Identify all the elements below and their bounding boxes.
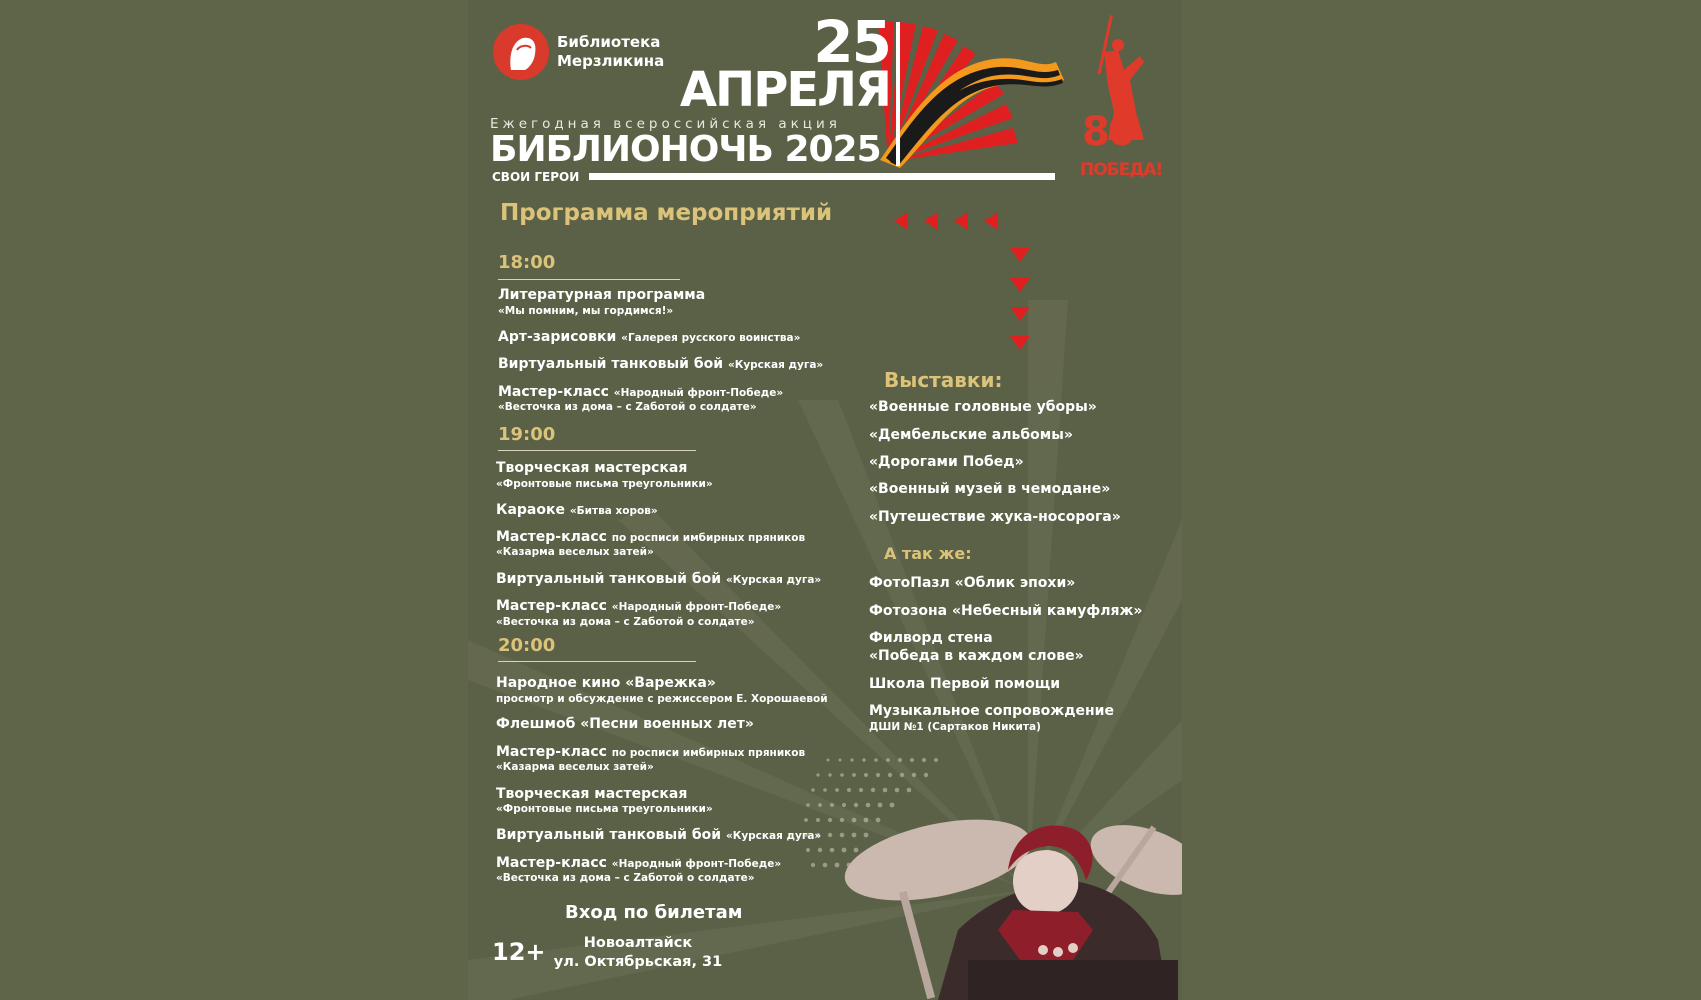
program-item: Виртуальный танковый бой «Курская дуга» — [496, 571, 822, 587]
program-item-sub: просмотр и обсуждение с режиссером Е. Хорошаевой — [496, 693, 828, 705]
program-item: Мастер-класс «Народный фронт-Победе» — [496, 855, 782, 871]
program-item: Мастер-класс «Народный фронт-Победе» — [496, 598, 782, 614]
date-month: АПРЕЛЯ — [679, 62, 890, 118]
exhibition-item: «Военные головные уборы» — [869, 399, 1097, 415]
event-poster — [468, 0, 1182, 1000]
library-logo — [493, 24, 549, 80]
program-item-sub: «Фронтовые письма треугольники» — [496, 803, 713, 815]
also-item-line2: «Победа в каждом слове» — [869, 648, 1084, 664]
program-item: Творческая мастерская — [496, 460, 688, 476]
arrow-triangles-horizontal — [894, 212, 998, 230]
address: ул. Октябрьская, 31 — [553, 954, 723, 970]
program-item: Творческая мастерская — [496, 786, 688, 802]
program-item: Литературная программа — [498, 287, 706, 303]
city: Новоалтайск — [583, 935, 693, 951]
program-item: Караоке «Битва хоров» — [496, 502, 658, 518]
time-divider — [498, 661, 696, 662]
also-item: Фотозона «Небесный камуфляж» — [869, 603, 1143, 619]
also-item: Музыкальное сопровождение — [869, 703, 1114, 719]
library-name-line2: Мерзликина — [557, 52, 665, 70]
also-title: А так же: — [884, 544, 972, 563]
also-item: ФотоПазл «Облик эпохи» — [869, 575, 1076, 591]
date-day: 25 — [813, 8, 890, 76]
program-item: Арт-зарисовки «Галерея русского воинства» — [498, 329, 801, 345]
program-item: Мастер-класс «Народный фронт-Победе» — [498, 384, 784, 400]
event-tagline: Ежегодная всероссийская акция — [490, 116, 841, 132]
program-item: Народное кино «Варежка» — [496, 675, 716, 691]
program-title: Программа мероприятий — [500, 200, 833, 226]
exhibition-item: «Дорогами Побед» — [869, 454, 1024, 470]
arrow-triangles-vertical — [1010, 248, 1030, 350]
emblem-word: ПОБЕДА! — [1080, 160, 1163, 180]
program-item-sub: «Весточка из дома – с Zаботой о солдате» — [496, 616, 755, 628]
program-item-sub: «Казарма веселых затей» — [496, 546, 654, 558]
program-item: Мастер-класс по росписи имбирных пряников — [496, 529, 806, 545]
program-item: Мастер-класс по росписи имбирных пряников — [496, 744, 806, 760]
entry-info: Вход по билетам — [565, 902, 743, 923]
vertical-divider — [896, 22, 900, 166]
also-item: Филворд стена — [869, 630, 993, 646]
time-heading-2000: 20:00 — [498, 635, 556, 656]
event-name: БИБЛИОНОЧЬ 2025 — [490, 129, 881, 170]
exhibition-item: «Военный музей в чемодане» — [869, 481, 1111, 497]
program-item-sub: «Весточка из дома – с Zаботой о солдате» — [496, 872, 755, 884]
also-item-sub: ДШИ №1 (Сартаков Никита) — [869, 721, 1041, 733]
portrait-icon — [493, 24, 549, 80]
time-divider — [498, 450, 696, 451]
program-item-sub: «Казарма веселых затей» — [496, 761, 654, 773]
program-item-sub: «Весточка из дома – с Zаботой о солдате» — [498, 401, 757, 413]
st-george-ribbon — [880, 58, 1064, 168]
time-heading-1800: 18:00 — [498, 252, 556, 273]
program-item: Виртуальный танковый бой «Курская дуга» — [496, 827, 822, 843]
exhibition-item: «Дембельские альбомы» — [869, 427, 1073, 443]
time-heading-1900: 19:00 — [498, 424, 556, 445]
program-item-sub: «Фронтовые письма треугольники» — [496, 478, 713, 490]
age-rating: 12+ — [492, 938, 546, 966]
exhibition-item: «Путешествие жука-носорога» — [869, 509, 1121, 525]
program-item-sub: «Мы помним, мы гордимся!» — [498, 305, 674, 317]
emblem-number: 80 — [1082, 109, 1134, 155]
time-divider — [498, 279, 680, 280]
exhibitions-title: Выставки: — [884, 368, 1003, 392]
also-item: Школа Первой помощи — [869, 676, 1061, 692]
program-item: Виртуальный танковый бой «Курская дуга» — [498, 356, 824, 372]
horizontal-divider — [589, 173, 1055, 180]
program-item: Флешмоб «Песни военных лет» — [496, 716, 754, 732]
library-name-line1: Библиотека — [557, 33, 661, 51]
event-theme: СВОИ ГЕРОИ — [492, 170, 580, 184]
